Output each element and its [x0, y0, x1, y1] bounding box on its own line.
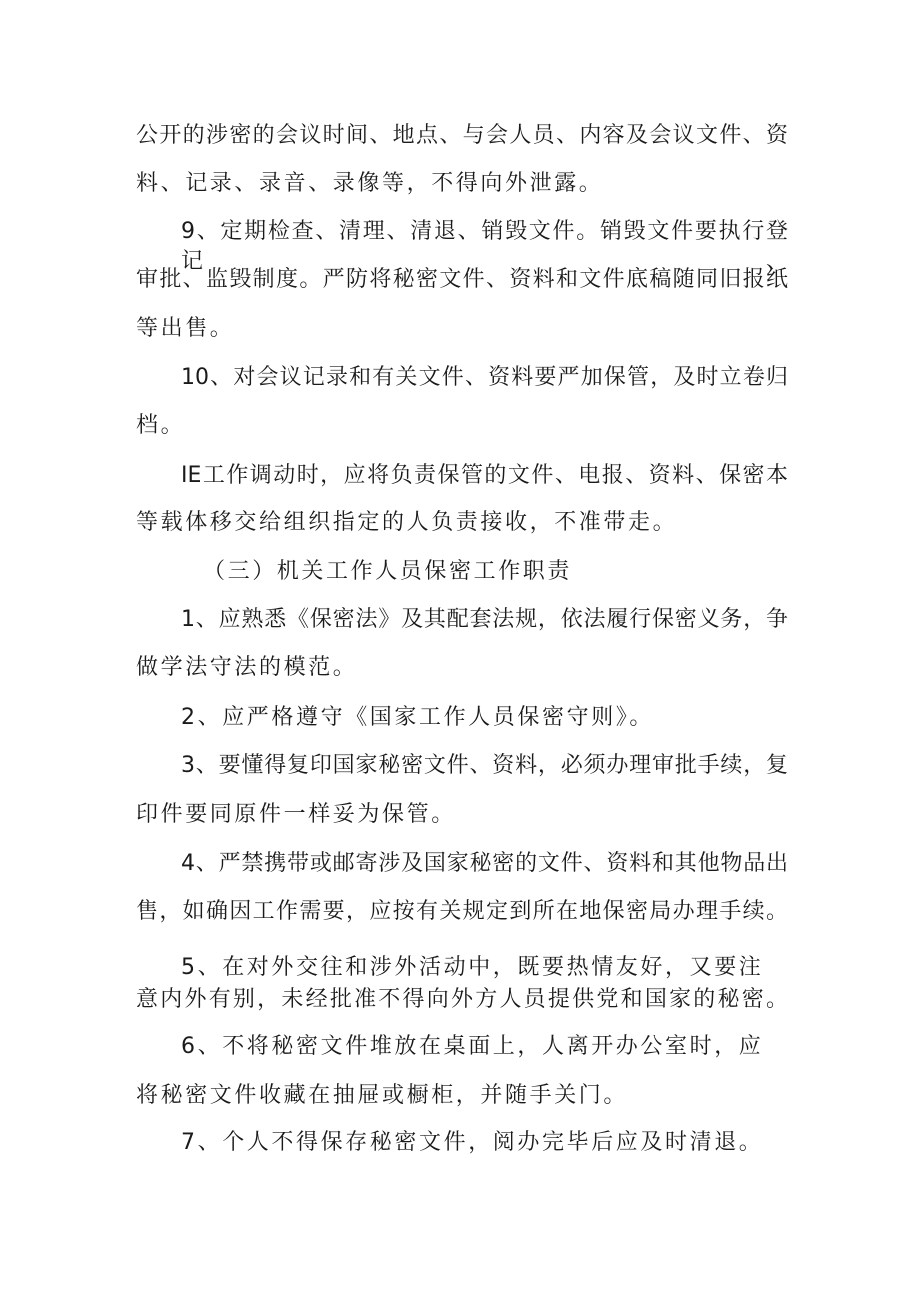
line-text: 9、定期检查、清理、清退、销毁文件。销毁文件要执行登记、 [181, 219, 788, 274]
text-line [0, 1081, 920, 1111]
line-text: 意内外有别，未经批准不得向外方人员提供党和国家的秘密。 [136, 987, 788, 1012]
line-text: 做学法守法的模范。 [136, 655, 358, 680]
text-line [0, 985, 920, 1015]
line-text: 档。 [136, 413, 186, 438]
line-text: 审批、监毁制度。严防将秘密文件、资料和文件底稿随同旧报纸 [136, 267, 788, 292]
text-line [0, 265, 920, 295]
line-text: 等载体移交给组织指定的人负责接收，不准带走。 [136, 510, 678, 535]
line-text: 印件要同原件一样妥为保管。 [136, 802, 456, 827]
line-text: 10、对会议记录和有关文件、资料要严加保管，及时立卷归 [181, 365, 788, 390]
text-line [0, 314, 920, 344]
text-line [0, 1032, 920, 1062]
text-line [0, 363, 920, 393]
text-line [0, 169, 920, 199]
text-line [0, 800, 920, 830]
line-text: 将秘密文件收藏在抽屉或橱柜，并随手关门。 [136, 1083, 629, 1108]
text-line [0, 461, 920, 491]
line-text: 公开的涉密的会议时间、地点、与会人员、内容及会议文件、资 [136, 123, 788, 148]
line-text: 6、不将秘密文件堆放在桌面上，人离开办公室时，应 [181, 1034, 764, 1059]
text-line [0, 897, 920, 927]
text-line [0, 653, 920, 683]
text-line [0, 605, 920, 635]
text-line [0, 703, 920, 733]
text-line [0, 953, 920, 983]
line-text: 5、在对外交往和涉外活动中，既要热情友好，又要注 [181, 955, 764, 980]
text-line [0, 508, 920, 538]
line-text: 料、记录、录音、录像等，不得向外泄露。 [136, 171, 604, 196]
text-line [0, 849, 920, 879]
line-text: 4、严禁携带或邮寄涉及国家秘密的文件、资料和其他物品出 [181, 851, 788, 876]
text-line [0, 411, 920, 441]
line-text: 2、应严格遵守《国家工作人员保密守则》。 [181, 705, 654, 730]
line-text: 7、个人不得保存秘密文件，阅办完毕后应及时清退。 [181, 1130, 764, 1155]
line-text: 等出售。 [136, 316, 235, 341]
line-text: （三）机关工作人员保密工作职责 [203, 559, 573, 584]
line-text: IE工作调动时，应将负责保管的文件、电报、资料、保密本 [181, 463, 788, 488]
line-text: 售，如确因工作需要，应按有关规定到所在地保密局办理手续。 [136, 899, 788, 924]
section-heading [0, 557, 920, 587]
line-text: 3、要懂得复印国家秘密文件、资料，必须办理审批手续，复 [181, 753, 788, 778]
text-line [0, 751, 920, 781]
text-line [0, 121, 920, 151]
text-line [0, 1128, 920, 1158]
line-text: 1、应熟悉《保密法》及其配套法规，依法履行保密义务，争 [181, 607, 788, 632]
